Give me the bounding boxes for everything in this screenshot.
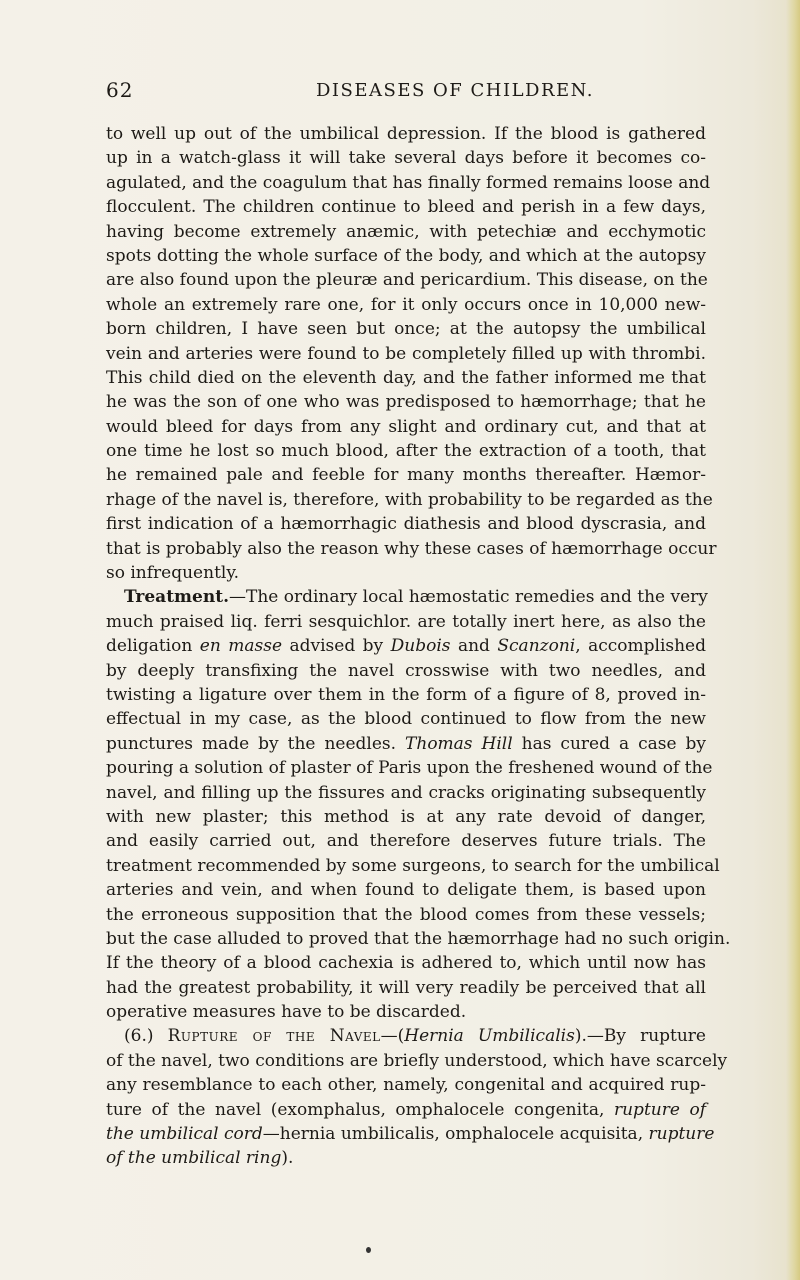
text-run: ).—By rupture — [574, 1026, 706, 1047]
text-line: effectual in my case, as the blood continued to flow from the new — [106, 709, 706, 730]
text-line: first indication of a hæmorrhagic diathesis and blood dyscrasia, and — [106, 514, 706, 535]
text-line: one time he lost so much blood, after the extraction of a tooth, that — [106, 441, 706, 462]
text-line: to well up out of the umbilical depression. If the blood is gathered — [106, 124, 706, 144]
text-line: spots dotting the whole surface of the body, and which at the autopsy — [106, 245, 706, 266]
text-line: This child died on the eleventh day, and the father informed me that — [106, 367, 706, 388]
text-line: whole an extremely rare one, for it only occurs once in 10,000 new- — [106, 294, 706, 315]
text-line: If the theory of a blood cachexia is adhered to, which until now has — [106, 953, 706, 974]
text-line — [106, 634, 706, 658]
text-line: born children, I have seen but once; at the autopsy the umbilical — [106, 319, 706, 340]
italic-run: rupture — [648, 1124, 715, 1145]
text-run: ). — [281, 1148, 294, 1169]
text-line: the erroneous supposition that the blood comes from these vessels; — [106, 904, 706, 925]
text-line: with new plaster; this method is at any rate devoid of danger, — [106, 806, 706, 827]
text-line: flocculent. The children continue to bleed and perish in a few days, — [106, 197, 706, 218]
text-run: —hernia umbilicalis, omphalocele acquisita, — [262, 1124, 649, 1145]
running-head: DISEASES OF CHILDREN. — [316, 80, 594, 101]
rupture-paragraph-start — [106, 1024, 706, 1048]
page-header — [106, 78, 706, 108]
text-line: operative measures have to be discarded. — [106, 1002, 467, 1023]
author-name: Dubois — [390, 636, 451, 657]
text-line: rhage of the navel is, therefore, with probability to be regarded as the — [106, 489, 713, 510]
text-line: but the case alluded to proved that the hæmorrhage had no such origin. — [106, 928, 731, 949]
italic-run: rupture of — [613, 1099, 706, 1120]
text-line: any resemblance to each other, namely, congenital and acquired rup- — [106, 1075, 706, 1096]
italic-run: Hernia Umbilicalis — [404, 1026, 575, 1047]
text-line: so infrequently. — [106, 563, 240, 584]
text-run: ture of the navel (exomphalus, omphalocele congenita, — [106, 1099, 614, 1120]
text-run: —The ordinary local hæmostatic remedies and the very — [229, 587, 708, 608]
text-line: twisting a ligature over them in the form of a figure of 8, proved in- — [106, 684, 706, 705]
text-line — [106, 1146, 706, 1170]
page-number: 62 — [106, 78, 134, 102]
text-run: has cured a case by — [512, 733, 706, 754]
text-run: punctures made by the needles. — [106, 733, 406, 754]
text-run: , accomplished — [575, 636, 706, 657]
text-line: had the greatest probability, it will very readily be perceived that all — [106, 977, 706, 998]
text-line: much praised liq. ferri sesquichlor. are totally inert here, as also the — [106, 611, 706, 632]
text-line: and easily carried out, and therefore deserves future trials. The — [106, 831, 706, 852]
author-name: Thomas Hill — [405, 733, 513, 754]
text-run: (6.) — [124, 1026, 168, 1047]
text-line: he was the son of one who was predisposed to hæmorrhage; that he — [106, 392, 706, 413]
text-line: that is probably also the reason why these cases of hæmorrhage occur — [106, 538, 717, 559]
body-text — [106, 122, 731, 1171]
section-heading-treatment: Treatment. — [124, 587, 229, 608]
text-line: having become extremely anæmic, with petechiæ and ecchymotic — [106, 221, 706, 242]
text-line: vein and arteries were found to be completely filled up with thrombi. — [106, 343, 706, 364]
italic-run: of the umbilical ring — [106, 1148, 282, 1169]
text-run: advised by — [282, 636, 391, 657]
text-line: treatment recommended by some surgeons, to search for the umbilical — [106, 855, 720, 876]
italic-run: the umbilical cord — [106, 1124, 263, 1145]
author-name: Scanzoni — [497, 636, 576, 657]
text-line: navel, and filling up the fissures and cracks originating subsequently — [106, 782, 706, 803]
text-run: and — [450, 636, 498, 657]
text-line: are also found upon the pleuræ and pericardium. This disease, on the — [106, 270, 708, 291]
italic-run: en masse — [199, 636, 283, 657]
ink-dot — [366, 1247, 371, 1253]
text-line: agulated, and the coagulum that has finally formed remains loose and — [106, 172, 711, 193]
text-line: arteries and vein, and when found to deligate them, is based upon — [106, 880, 706, 901]
page-edge-discoloration — [786, 0, 800, 1280]
text-line: would bleed for days from any slight and ordinary cut, and that at — [106, 416, 706, 437]
text-line — [106, 1122, 715, 1146]
text-line: pouring a solution of plaster of Paris upon the freshened wound of the — [106, 758, 713, 779]
treatment-paragraph-start — [106, 585, 706, 609]
text-line: by deeply transfixing the navel crosswise with two needles, and — [106, 660, 706, 681]
text-line: up in a watch-glass it will take several days before it becomes co- — [106, 148, 706, 169]
text-run: —( — [380, 1026, 405, 1047]
text-line: of the navel, two conditions are briefly understood, which have scarcely — [106, 1050, 728, 1071]
section-heading-rupture: Rupture of the Navel — [167, 1026, 381, 1047]
text-run: deligation — [106, 636, 200, 657]
text-line — [106, 1098, 706, 1122]
text-line — [106, 732, 706, 756]
text-line: he remained pale and feeble for many months thereafter. Hæmor- — [106, 465, 706, 486]
